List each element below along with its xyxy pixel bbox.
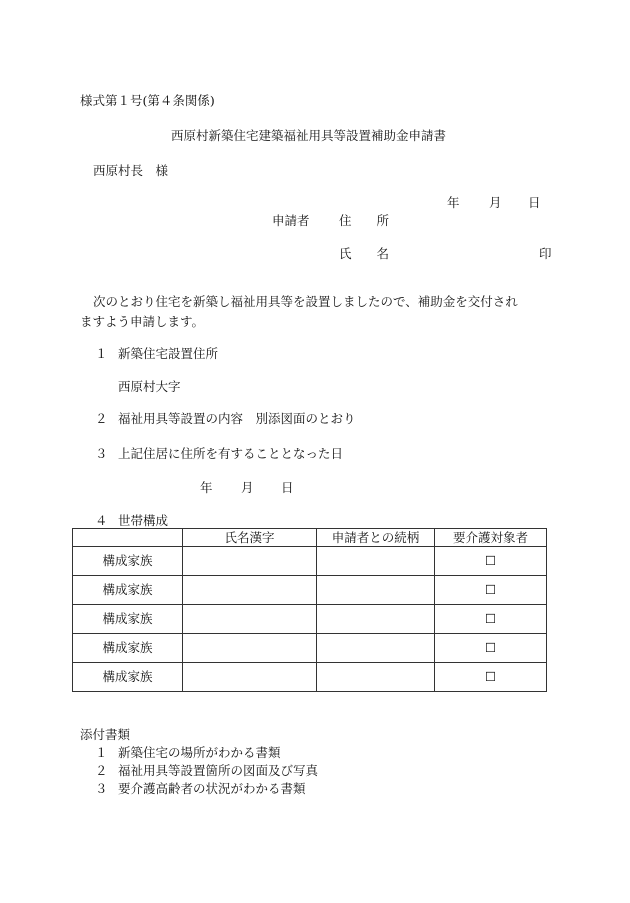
addressee: 西原村長 様 <box>93 163 169 178</box>
member-row-label: 構成家族 <box>73 605 183 634</box>
member-name-cell[interactable] <box>183 634 317 663</box>
member-name-cell[interactable] <box>183 576 317 605</box>
body-text-line2: ますよう申請します。 <box>80 314 205 329</box>
item-4-label: 世帯構成 <box>118 513 169 528</box>
item-2-number: ２ <box>95 411 108 426</box>
item-3-year-label: 年 <box>200 480 213 495</box>
date-day-label: 日 <box>528 195 541 210</box>
care-target-checkbox[interactable]: ☐ <box>435 576 547 605</box>
table-row <box>73 576 547 605</box>
document-title: 西原村新築住宅建築福祉用具等設置補助金申請書 <box>171 128 447 143</box>
member-relationship-cell[interactable] <box>317 634 435 663</box>
care-target-checkbox[interactable]: ☐ <box>435 634 547 663</box>
member-relationship-cell[interactable] <box>317 663 435 692</box>
member-row-label: 構成家族 <box>73 576 183 605</box>
date-year-label: 年 <box>447 195 460 210</box>
table-row <box>73 634 547 663</box>
attachment-text: 新築住宅の場所がわかる書類 <box>118 745 281 760</box>
member-name-cell[interactable] <box>183 605 317 634</box>
date-month-label: 月 <box>489 195 502 210</box>
applicant-label: 申請者 <box>272 213 310 228</box>
attachment-text: 要介護高齢者の状況がわかる書類 <box>118 781 306 796</box>
member-row-label: 構成家族 <box>73 634 183 663</box>
member-row-label: 構成家族 <box>73 547 183 576</box>
member-name-cell[interactable] <box>183 663 317 692</box>
item-1-number: １ <box>95 346 108 361</box>
attachments-heading: 添付書類 <box>80 727 131 742</box>
form-number: 様式第１号(第４条関係) <box>80 93 215 108</box>
member-relationship-cell[interactable] <box>317 576 435 605</box>
table-row <box>73 663 547 692</box>
item-3-day-label: 日 <box>281 480 294 495</box>
household-table <box>72 528 547 692</box>
address-label: 住 所 <box>339 213 390 228</box>
item-3-month-label: 月 <box>241 480 254 495</box>
header-name-kanji: 氏名漢字 <box>183 529 317 547</box>
member-relationship-cell[interactable] <box>317 605 435 634</box>
care-target-checkbox[interactable]: ☐ <box>435 605 547 634</box>
attachment-number: ３ <box>95 781 108 796</box>
body-text-line1: 次のとおり住宅を新築し福祉用具等を設置しましたので、補助金を交付され <box>93 294 518 309</box>
item-4-number: ４ <box>95 513 108 528</box>
name-label: 氏 名 <box>339 246 390 261</box>
member-row-label: 構成家族 <box>73 663 183 692</box>
attachment-text: 福祉用具等設置箇所の図面及び写真 <box>118 763 319 778</box>
member-relationship-cell[interactable] <box>317 547 435 576</box>
table-header-row <box>73 529 547 547</box>
header-relationship: 申請者との続柄 <box>317 529 435 547</box>
care-target-checkbox[interactable]: ☐ <box>435 663 547 692</box>
attachment-number: ２ <box>95 763 108 778</box>
table-row <box>73 547 547 576</box>
seal-mark: 印 <box>539 246 552 261</box>
item-2-label: 福祉用具等設置の内容 別添図面のとおり <box>118 411 356 426</box>
care-target-checkbox[interactable]: ☐ <box>435 547 547 576</box>
attachment-number: １ <box>95 745 108 760</box>
item-3-number: ３ <box>95 446 108 461</box>
item-3-label: 上記住居に住所を有することとなった日 <box>118 446 344 461</box>
item-1-value: 西原村大字 <box>118 379 181 394</box>
header-blank <box>73 529 183 547</box>
table-row <box>73 605 547 634</box>
member-name-cell[interactable] <box>183 547 317 576</box>
header-care-target: 要介護対象者 <box>435 529 547 547</box>
item-1-label: 新築住宅設置住所 <box>118 346 219 361</box>
